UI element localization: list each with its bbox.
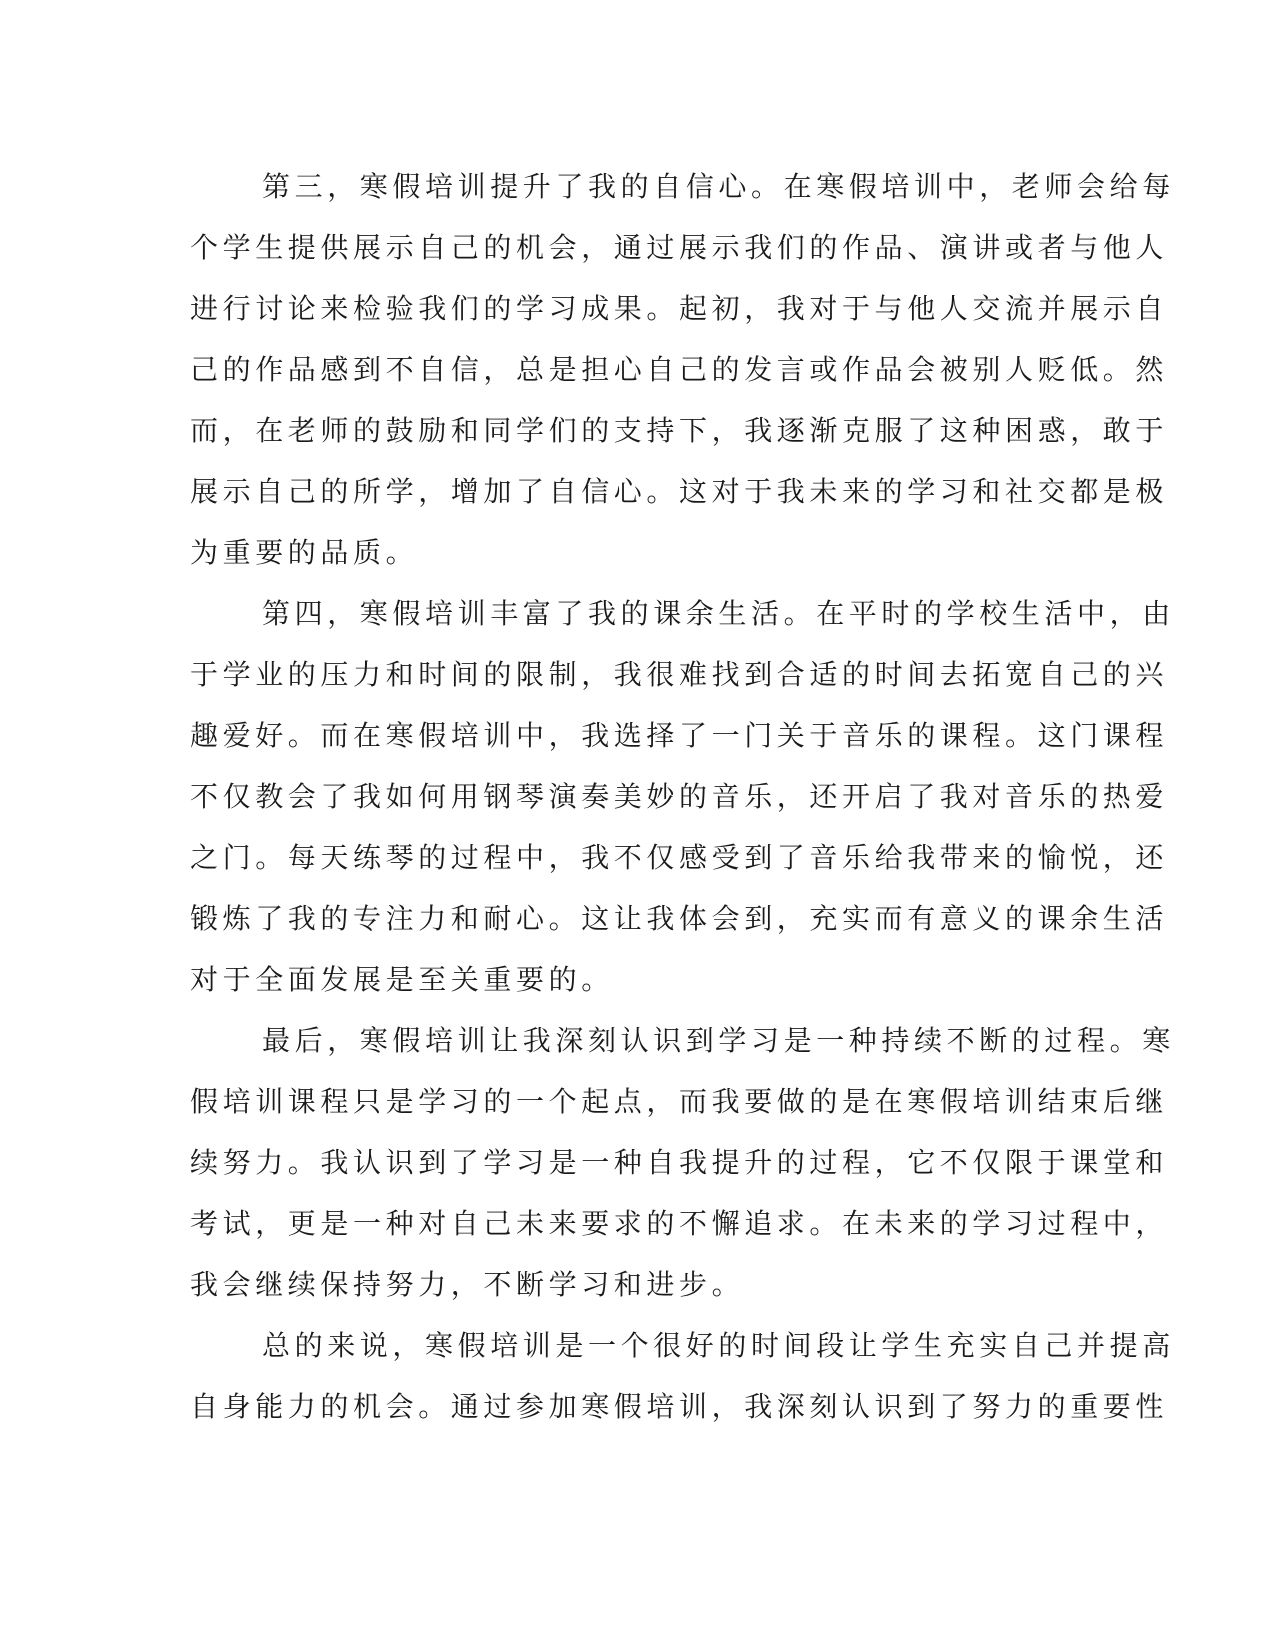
text-line: 最后，寒假培训让我深刻认识到学习是一种持续不断的过程。寒 bbox=[262, 1024, 1175, 1057]
text-line: 展示自己的所学，增加了自信心。这对于我未来的学习和社交都是极 bbox=[190, 475, 1169, 508]
paragraph-continuous-learning bbox=[190, 1010, 1175, 1315]
text-line: 趣爱好。而在寒假培训中，我选择了一门关于音乐的课程。这门课程 bbox=[190, 719, 1169, 752]
paragraph-confidence bbox=[190, 156, 1175, 583]
text-line: 不仅教会了我如何用钢琴演奏美妙的音乐，还开启了我对音乐的热爱 bbox=[190, 780, 1169, 813]
text-line: 假培训课程只是学习的一个起点，而我要做的是在寒假培训结束后继 bbox=[190, 1085, 1169, 1118]
text-line: 进行讨论来检验我们的学习成果。起初，我对于与他人交流并展示自 bbox=[190, 292, 1169, 325]
text-line: 个学生提供展示自己的机会，通过展示我们的作品、演讲或者与他人 bbox=[190, 231, 1169, 264]
text-line: 第三，寒假培训提升了我的自信心。在寒假培训中，老师会给每 bbox=[262, 170, 1175, 203]
text-line: 对于全面发展是至关重要的。 bbox=[190, 963, 614, 996]
text-line: 之门。每天练琴的过程中，我不仅感受到了音乐给我带来的愉悦，还 bbox=[190, 841, 1169, 874]
text-line: 锻炼了我的专注力和耐心。这让我体会到，充实而有意义的课余生活 bbox=[190, 902, 1169, 935]
text-line: 第四，寒假培训丰富了我的课余生活。在平时的学校生活中，由 bbox=[262, 597, 1175, 630]
text-line: 己的作品感到不自信，总是担心自己的发言或作品会被别人贬低。然 bbox=[190, 353, 1169, 386]
document-body bbox=[190, 156, 1175, 1437]
text-line: 总的来说，寒假培训是一个很好的时间段让学生充实自己并提高 bbox=[262, 1329, 1175, 1362]
paragraph-extracurricular bbox=[190, 583, 1175, 1010]
text-line: 我会继续保持努力，不断学习和进步。 bbox=[190, 1268, 745, 1301]
text-line: 而，在老师的鼓励和同学们的支持下，我逐渐克服了这种困惑，敢于 bbox=[190, 414, 1169, 447]
text-line: 考试，更是一种对自己未来要求的不懈追求。在未来的学习过程中， bbox=[190, 1207, 1169, 1240]
text-line: 为重要的品质。 bbox=[190, 536, 419, 569]
text-line: 自身能力的机会。通过参加寒假培训，我深刻认识到了努力的重要性 bbox=[190, 1390, 1169, 1423]
text-line: 续努力。我认识到了学习是一种自我提升的过程，它不仅限于课堂和 bbox=[190, 1146, 1169, 1179]
text-line: 于学业的压力和时间的限制，我很难找到合适的时间去拓宽自己的兴 bbox=[190, 658, 1169, 691]
paragraph-summary bbox=[190, 1315, 1175, 1437]
